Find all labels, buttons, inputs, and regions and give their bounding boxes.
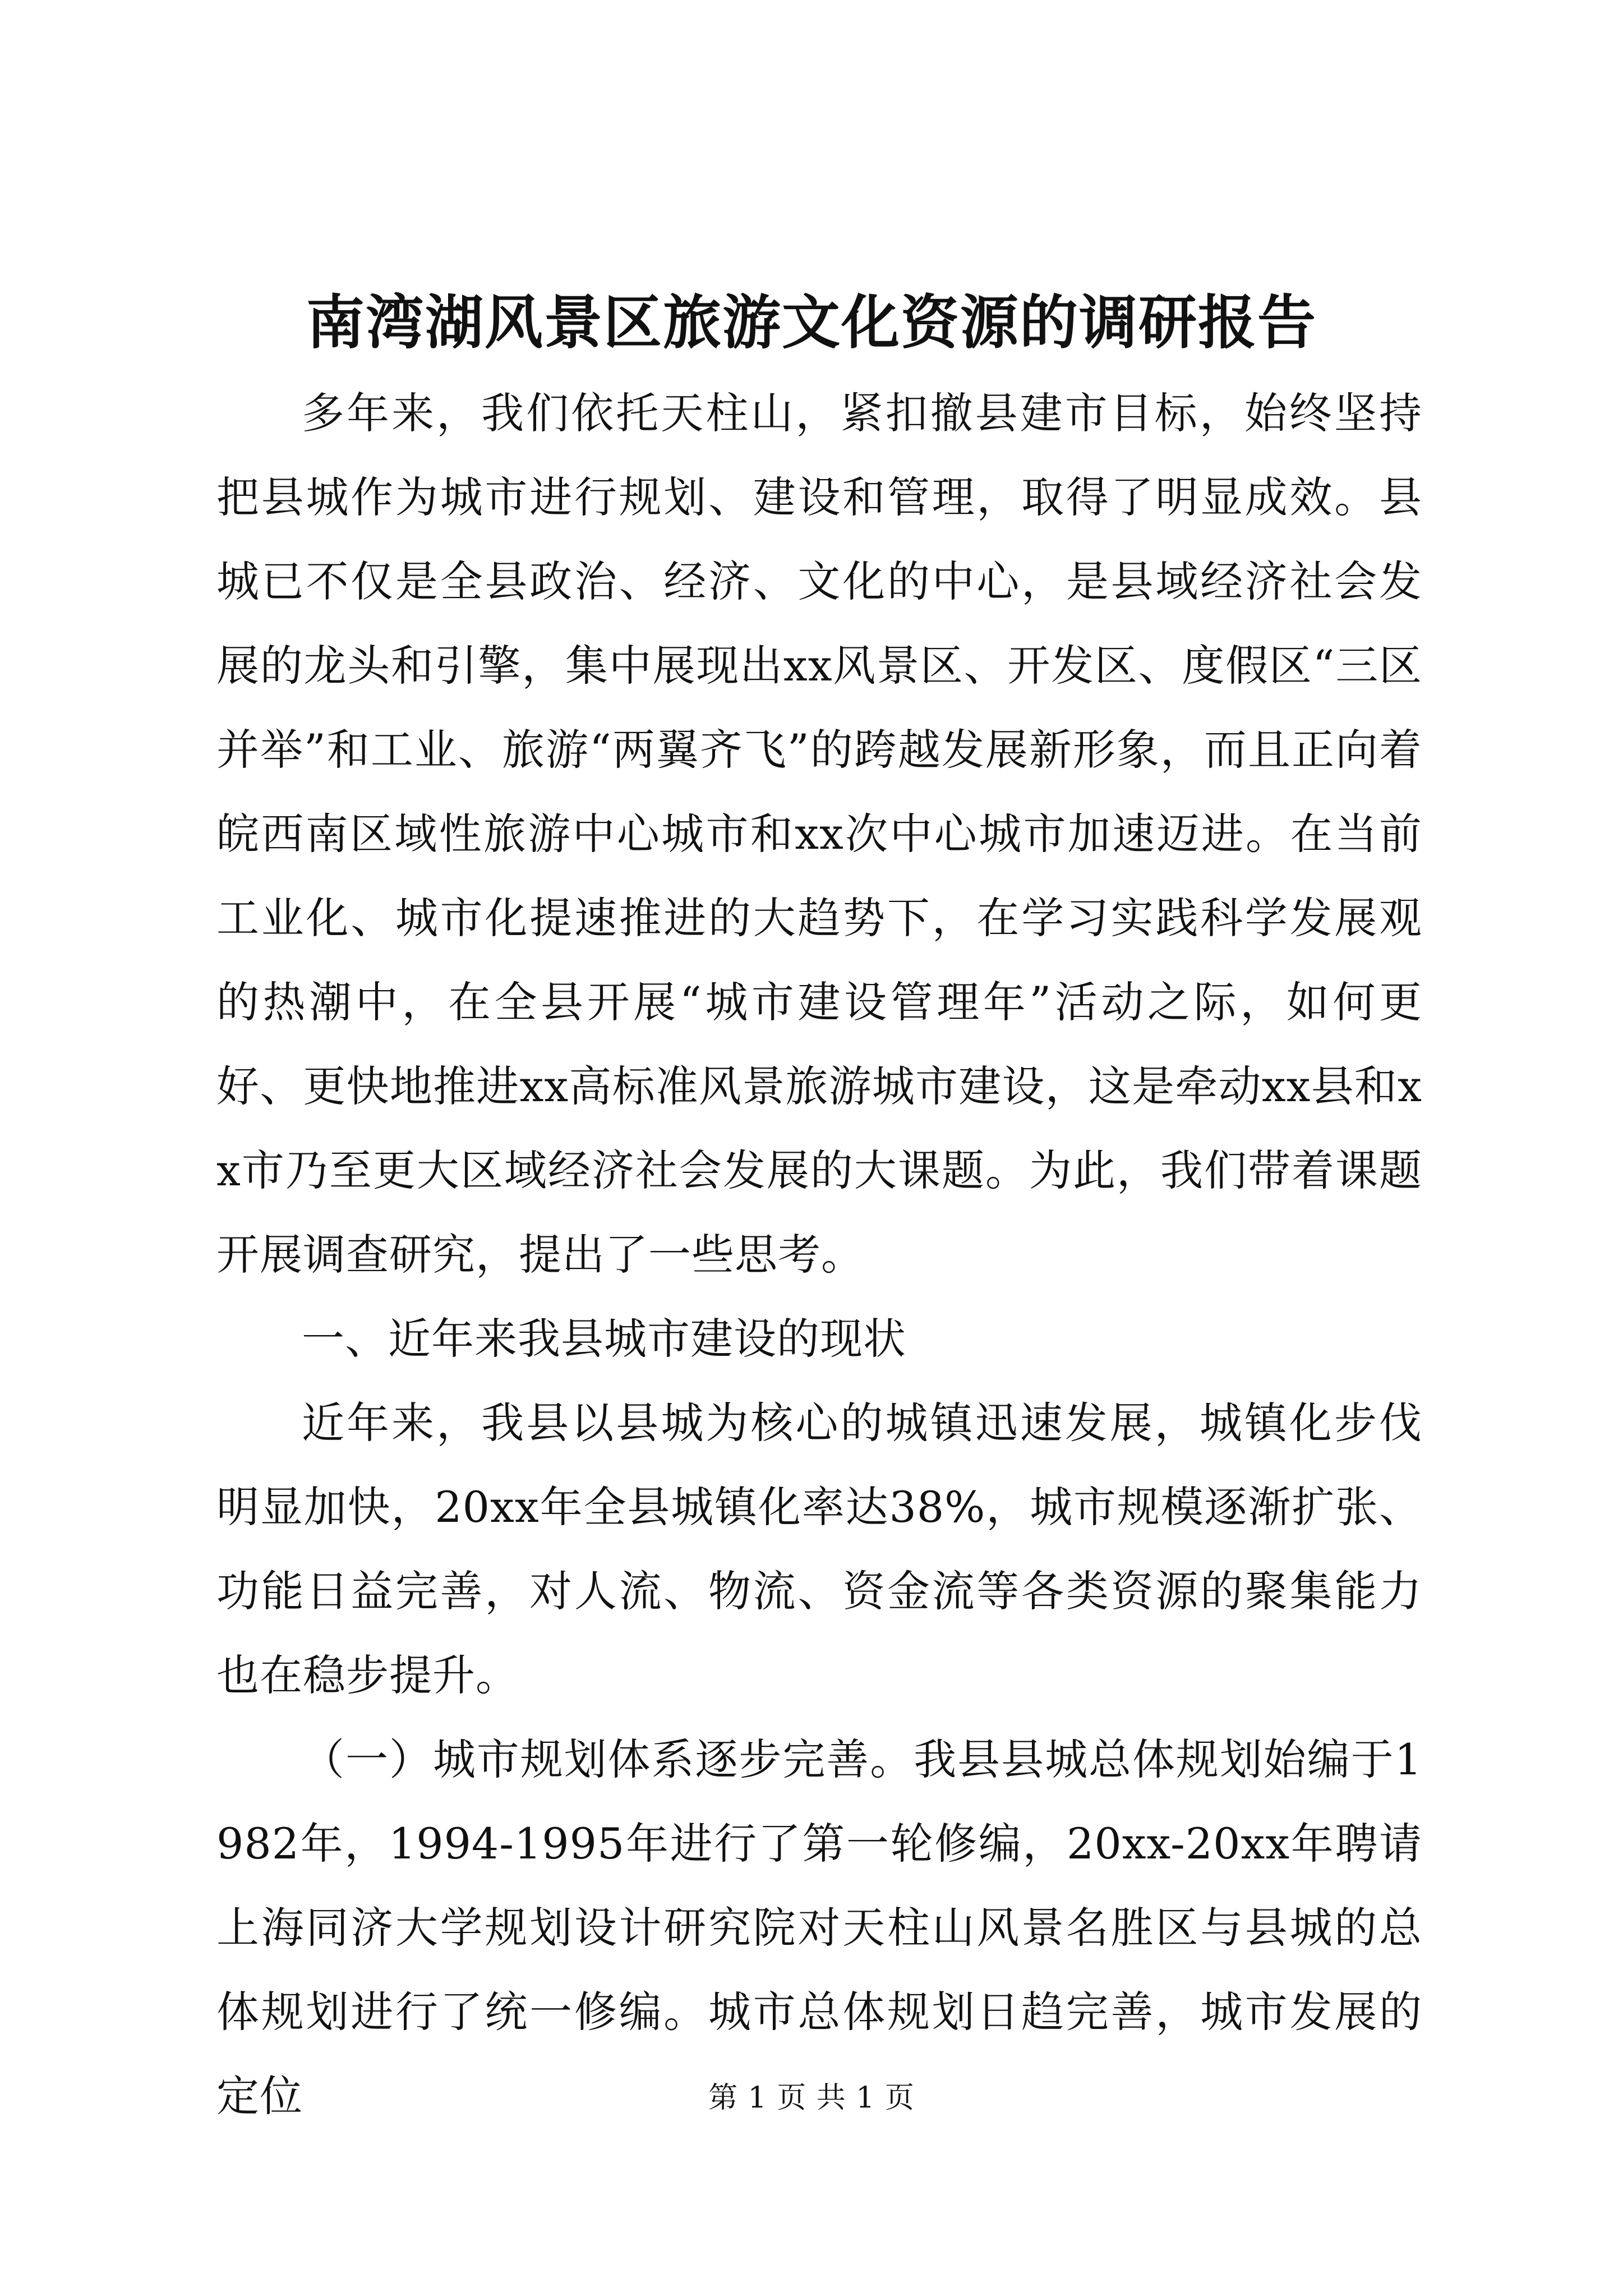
section-heading: 一、近年来我县城市建设的现状 [302,1314,906,1364]
page-footer: 第 1 页 共 1 页 [708,2081,915,2115]
document-body [216,371,1422,2138]
intro-paragraph: 多年来，我们依托天柱山，紧扣撤县建市目标，始终坚持把县城作为城市进行规划、建设和管理，取得了明显成效。县城已不仅是全县政治、经济、文化的中心，是县域经济社会发展的龙头和引擎，集中展现出xx风景区、开发区、度假区“三区并举”和工业、旅游“两翼齐飞”的跨越发展新形象，而且正向着皖西南区域性旅游中心城市和xx次中心城市加速迈进。在当前工业化、城市化提速推进的大趋势下，在学习实践科学发展观的热潮中，在全县开展“城市建设管理年”活动之际，如何更好、更快地推进xx高标准风景旅游城市建设，这是牵动xx县和xx市乃至更大区域经济社会发展的大课题。为此，我们带着课题开展调查研究，提出了一些思考。 [216,388,1422,1280]
section-paragraph: 近年来，我县以县城为核心的城镇迅速发展，城镇化步伐明显加快，20xx年全县城镇化率达38%，城市规模逐渐扩张、功能日益完善，对人流、物流、资金流等各类资源的聚集能力也在稳步提升。 [216,1398,1422,1700]
subsection-paragraph: （一）城市规划体系逐步完善。我县县城总体规划始编于1982年，1994-1995年进行了第一轮修编，20xx-20xx年聘请上海同济大学规划设计研究院对天柱山风景名胜区与县城的总体规划进行了统一修编。城市总体规划日趋完善，城市发展的定位 [216,1734,1422,2121]
document-title: 南湾湖风景区旅游文化资源的调研报告 [306,288,1317,357]
